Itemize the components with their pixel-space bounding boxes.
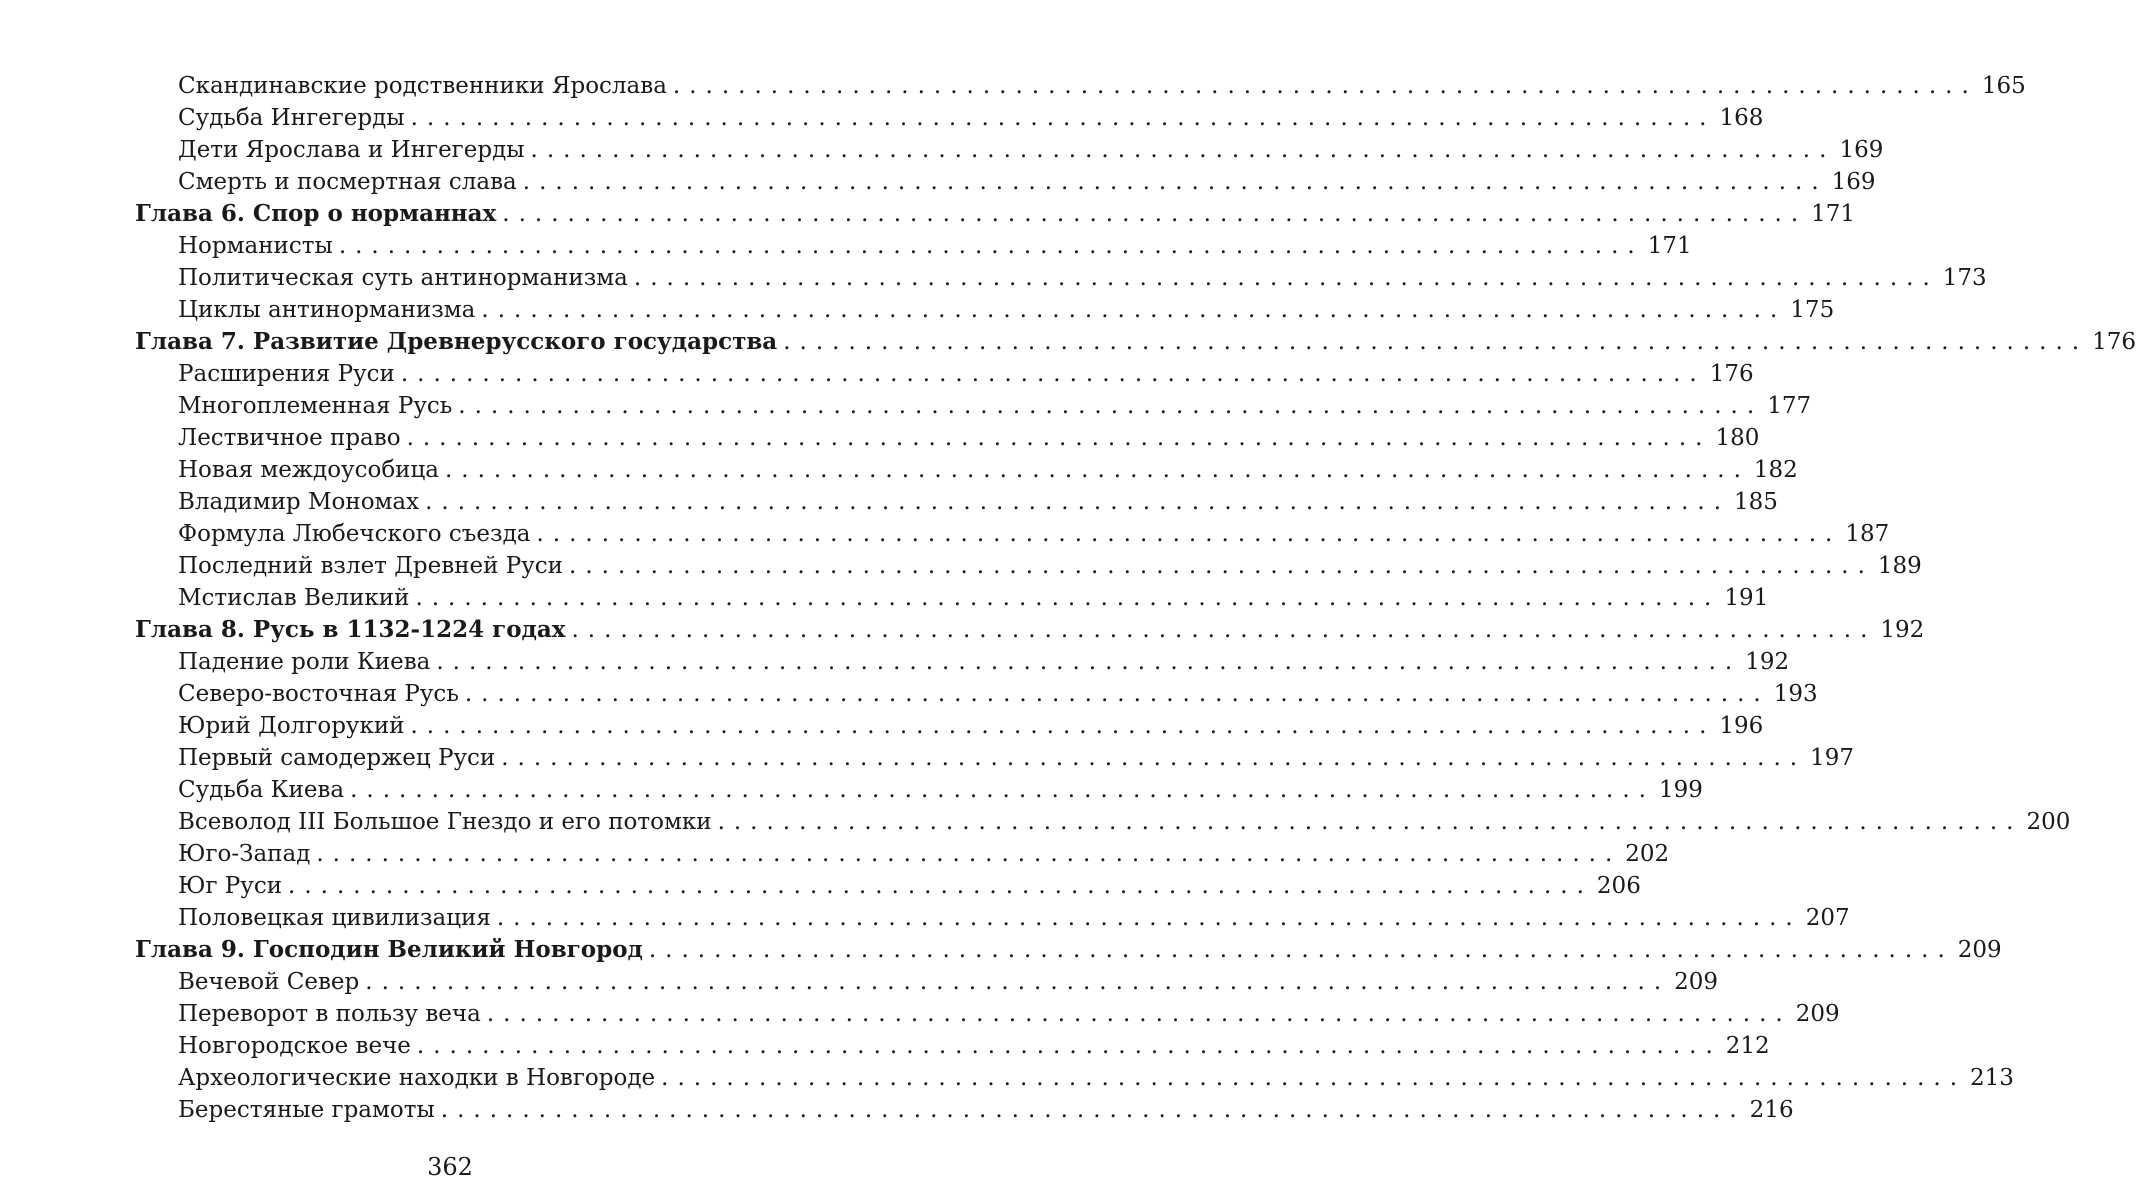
section-title: Мстислав Великий — [178, 585, 410, 611]
section-title: Юго-Запад — [178, 841, 311, 867]
dot-leader: ................................................................................ — [717, 809, 2023, 835]
toc-section-row — [135, 742, 1855, 774]
toc-section-row — [135, 1062, 2014, 1094]
toc-section-row — [135, 358, 1754, 390]
toc-page-number: 180 — [1715, 425, 1760, 451]
toc-section-row — [135, 262, 1987, 294]
section-title: Первый самодержец Руси — [178, 745, 496, 771]
toc-page-number: 173 — [1942, 265, 1987, 291]
toc-page-number: 182 — [1753, 457, 1798, 483]
dot-leader: ................................................................................ — [440, 1097, 1746, 1123]
dot-leader: ................................................................................ — [501, 745, 1807, 771]
chapter-title: Глава 8. Русь в 1132-1224 годах — [135, 616, 566, 643]
section-title: Археологические находки в Новгороде — [178, 1065, 656, 1091]
toc-section-row — [135, 486, 1778, 518]
toc-page-number: 176 — [2092, 329, 2136, 355]
toc-page-number: 213 — [1970, 1065, 2014, 1091]
section-title: Скандинавские родственники Ярослава — [178, 73, 667, 99]
section-title: Всеволод III Большое Гнездо и его потомки — [178, 809, 712, 835]
toc-page-number: 206 — [1596, 873, 1641, 899]
toc-section-row — [135, 166, 1876, 198]
section-title: Дети Ярослава и Ингегерды — [178, 137, 525, 163]
section-title: Юг Руси — [178, 873, 283, 899]
toc-page-number: 189 — [1877, 553, 1922, 579]
toc-page-number: 176 — [1709, 361, 1754, 387]
toc-page-number: 192 — [1745, 649, 1790, 675]
dot-leader: ................................................................................ — [365, 969, 1671, 995]
toc-page-number: 177 — [1767, 393, 1812, 419]
toc-section-row — [135, 1030, 1770, 1062]
toc-chapter-row — [135, 326, 2136, 358]
section-title: Вечевой Север — [178, 969, 360, 995]
toc-page-number: 169 — [1839, 137, 1884, 163]
toc-section-row — [135, 646, 1790, 678]
toc-section-row — [135, 966, 1719, 998]
section-title: Новая междоусобица — [178, 457, 439, 483]
section-title: Расширения Руси — [178, 361, 395, 387]
table-of-contents — [135, 70, 2136, 1126]
toc-page-number: 192 — [1880, 617, 1925, 643]
toc-page-number: 169 — [1831, 169, 1876, 195]
dot-leader: ................................................................................ — [502, 201, 1808, 227]
dot-leader: ................................................................................ — [400, 361, 1706, 387]
page-number: 362 — [427, 1153, 473, 1181]
dot-leader: ................................................................................ — [410, 713, 1716, 739]
section-title: Берестяные грамоты — [178, 1097, 435, 1123]
toc-section-row — [135, 998, 1840, 1030]
toc-section-row — [135, 870, 1641, 902]
toc-page-number: 185 — [1734, 489, 1778, 515]
section-title: Судьба Ингегерды — [178, 105, 405, 131]
toc-page-number: 200 — [2026, 809, 2071, 835]
toc-page-number: 216 — [1749, 1097, 1794, 1123]
toc-page-number: 191 — [1724, 585, 1769, 611]
toc-page-number: 199 — [1658, 777, 1703, 803]
chapter-title: Глава 6. Спор о норманнах — [135, 200, 497, 227]
dot-leader: ................................................................................ — [350, 777, 1655, 803]
section-title: Политическая суть антинорманизма — [178, 265, 628, 291]
dot-leader: ................................................................................ — [481, 297, 1787, 323]
dot-leader: ................................................................................ — [783, 329, 2089, 355]
dot-leader: ................................................................................ — [633, 265, 1939, 291]
toc-section-row — [135, 518, 1890, 550]
toc-section-row — [135, 902, 1850, 934]
section-title: Норманисты — [178, 233, 333, 259]
dot-leader: ................................................................................ — [406, 425, 1712, 451]
dot-leader: ................................................................................ — [464, 681, 1770, 707]
dot-leader: ................................................................................ — [661, 1065, 1967, 1091]
toc-page-number: 165 — [1981, 73, 2026, 99]
toc-chapter-row — [135, 934, 2002, 966]
section-title: Многоплеменная Русь — [178, 393, 453, 419]
dot-leader: ................................................................................ — [458, 393, 1764, 419]
toc-page-number: 197 — [1810, 745, 1855, 771]
toc-section-row — [135, 550, 1922, 582]
toc-section-row — [135, 806, 2071, 838]
dot-leader: ................................................................................ — [436, 649, 1742, 675]
section-title: Юрий Долгорукий — [178, 713, 405, 739]
dot-leader: ................................................................................ — [416, 1033, 1722, 1059]
toc-section-row — [135, 70, 2026, 102]
toc-page-number: 171 — [1647, 233, 1692, 259]
dot-leader: ................................................................................ — [486, 1001, 1792, 1027]
section-title: Последний взлет Древней Руси — [178, 553, 564, 579]
dot-leader: ................................................................................ — [316, 841, 1622, 867]
toc-page-number: 202 — [1625, 841, 1670, 867]
dot-leader: ................................................................................ — [648, 937, 1954, 963]
dot-leader: ................................................................................ — [338, 233, 1644, 259]
toc-section-row — [135, 390, 1812, 422]
toc-page-number: 209 — [1957, 937, 2002, 963]
toc-section-row — [135, 134, 1884, 166]
toc-section-row — [135, 454, 1798, 486]
toc-section-row — [135, 710, 1764, 742]
toc-page-number: 193 — [1773, 681, 1818, 707]
dot-leader: ................................................................................ — [530, 137, 1836, 163]
toc-page-number: 209 — [1795, 1001, 1840, 1027]
section-title: Северо-восточная Русь — [178, 681, 459, 707]
dot-leader: ................................................................................ — [415, 585, 1721, 611]
toc-section-row — [135, 774, 1703, 806]
dot-leader: ................................................................................ — [288, 873, 1593, 899]
dot-leader: ................................................................................ — [672, 73, 1978, 99]
section-title: Смерть и посмертная слава — [178, 169, 517, 195]
toc-page-number: 187 — [1845, 521, 1890, 547]
dot-leader: ................................................................................ — [569, 553, 1874, 579]
section-title: Владимир Мономах — [178, 489, 420, 515]
dot-leader: ................................................................................ — [571, 617, 1877, 643]
toc-page-number: 196 — [1719, 713, 1764, 739]
chapter-title: Глава 7. Развитие Древнерусского государства — [135, 328, 778, 355]
toc-page-number: 212 — [1725, 1033, 1770, 1059]
dot-leader: ................................................................................ — [445, 457, 1750, 483]
section-title: Переворот в пользу веча — [178, 1001, 481, 1027]
toc-section-row — [135, 102, 1764, 134]
toc-page-number: 175 — [1790, 297, 1835, 323]
toc-section-row — [135, 582, 1769, 614]
section-title: Формула Любечского съезда — [178, 521, 531, 547]
toc-section-row — [135, 838, 1670, 870]
section-title: Половецкая цивилизация — [178, 905, 491, 931]
toc-page-number: 171 — [1811, 201, 1856, 227]
toc-chapter-row — [135, 614, 1925, 646]
dot-leader: ................................................................................ — [410, 105, 1716, 131]
dot-leader: ................................................................................ — [425, 489, 1731, 515]
dot-leader: ................................................................................ — [496, 905, 1802, 931]
section-title: Падение роли Киева — [178, 649, 431, 675]
section-title: Лествичное право — [178, 425, 401, 451]
toc-chapter-row — [135, 198, 1856, 230]
toc-section-row — [135, 422, 1760, 454]
dot-leader: ................................................................................ — [522, 169, 1828, 195]
section-title: Циклы антинорманизма — [178, 297, 476, 323]
section-title: Новгородское вече — [178, 1033, 411, 1059]
dot-leader: ................................................................................ — [536, 521, 1842, 547]
section-title: Судьба Киева — [178, 777, 345, 803]
toc-section-row — [135, 230, 1692, 262]
toc-page-number: 207 — [1805, 905, 1850, 931]
chapter-title: Глава 9. Господин Великий Новгород — [135, 936, 643, 963]
toc-section-row — [135, 1094, 1794, 1126]
toc-section-row — [135, 294, 1835, 326]
toc-page-number: 209 — [1674, 969, 1719, 995]
toc-page-number: 168 — [1719, 105, 1764, 131]
toc-section-row — [135, 678, 1818, 710]
